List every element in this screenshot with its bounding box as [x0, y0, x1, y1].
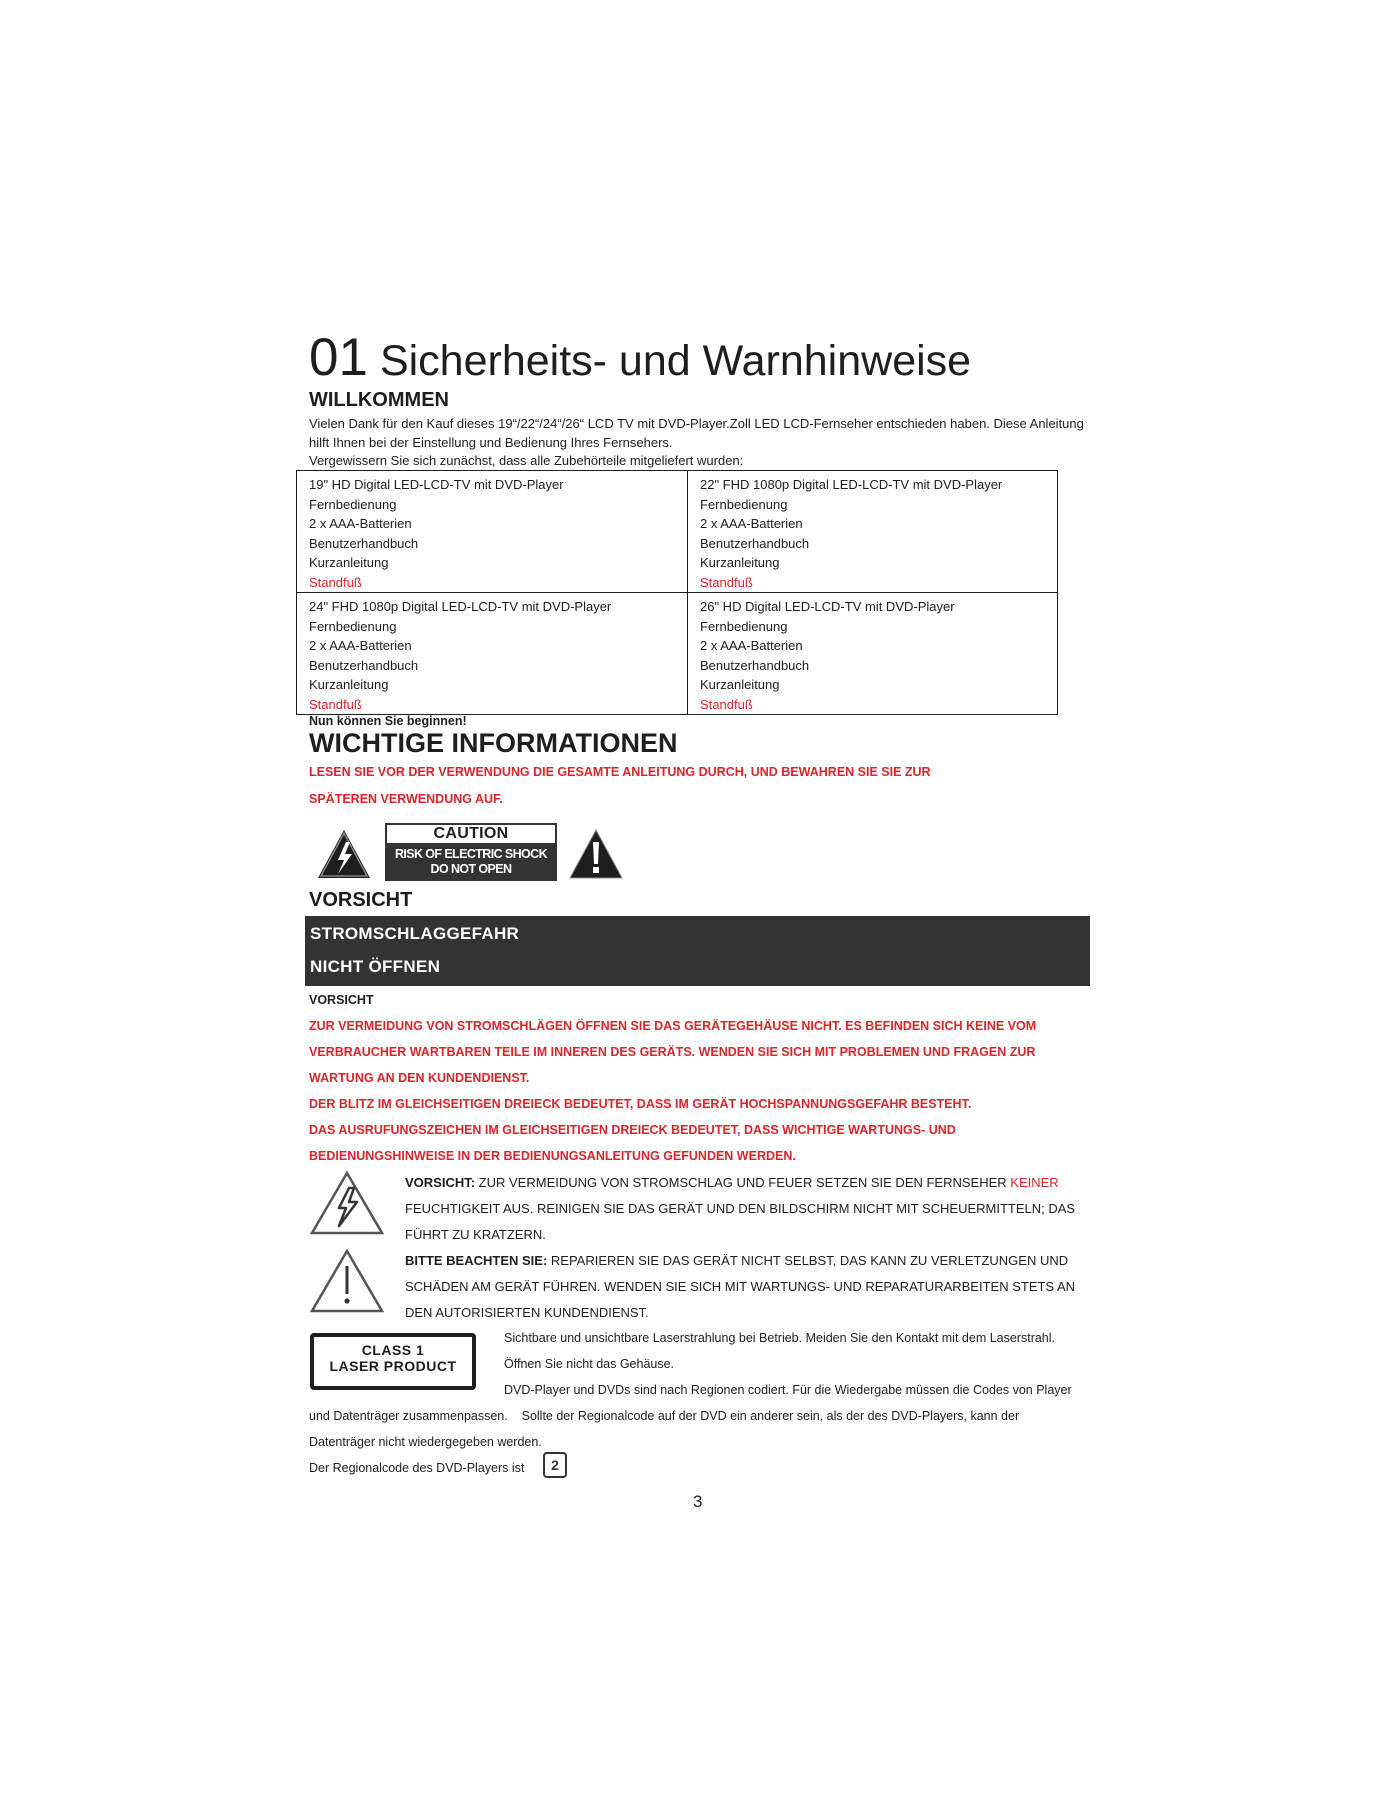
list-item: Benutzerhandbuch: [700, 657, 810, 673]
laser-label-line-1: CLASS 1: [361, 1342, 425, 1358]
list-item: Standfuß: [309, 574, 362, 590]
danger-bar-line-1: STROMSCHLAGGEFAHR: [310, 924, 520, 943]
laser-text-line-1: Sichtbare und unsichtbare Laserstrahlung bei Betrieb. Meiden Sie den Kontakt mit dem Laserstrahl.: [504, 1331, 1056, 1345]
accessories-cell-26: [688, 593, 1058, 715]
caution-label-line-2: DO NOT OPEN: [430, 862, 512, 876]
laser-text-line-4: und Datenträger zusammenpassen. Sollte der Regionalcode auf der DVD ein anderer sein, als der des DVD-Players, kann der: [309, 1409, 1020, 1423]
list-item: 22" FHD 1080p Digital LED-LCD-TV mit DVD-Player: [700, 477, 1003, 492]
chapter-number: 01: [309, 328, 368, 387]
list-item: Kurzanleitung: [700, 555, 780, 570]
caution-red-line: DAS AUSRUFUNGSZEICHEN IM GLEICHSEITIGEN DREIECK BEDEUTET, DASS WICHTIGE WARTUNGS- UND: [309, 1123, 956, 1137]
list-item: Fernbedienung: [700, 496, 788, 512]
laser-text-line-2: Öffnen Sie nicht das Gehäuse.: [504, 1357, 675, 1371]
caution-red-line: DER BLITZ IM GLEICHSEITIGEN DREIECK BEDEUTET, DASS IM GERÄT HOCHSPANNUNGSGEFAHR BESTEHT.: [309, 1097, 972, 1111]
start-text: Nun können Sie beginnen!: [309, 714, 467, 728]
warning-2-text: REPARIEREN SIE DAS GERÄT NICHT SELBST, DAS KANN ZU VERLETZUNGEN UND: [547, 1253, 1069, 1268]
list-item: Kurzanleitung: [309, 555, 389, 570]
warning-2-line-3: DEN AUTORISIERTEN KUNDENDIENST.: [405, 1305, 649, 1320]
warning-2-label: BITTE BEACHTEN SIE:: [405, 1253, 548, 1268]
list-item: 19" HD Digital LED-LCD-TV mit DVD-Player: [309, 477, 564, 492]
list-item: 24" FHD 1080p Digital LED-LCD-TV mit DVD-Player: [309, 599, 612, 614]
list-item: 2 x AAA-Batterien: [309, 638, 412, 653]
caution-red-line: WARTUNG AN DEN KUNDENDIENST.: [309, 1071, 530, 1085]
warning-1-label: VORSICHT:: [405, 1175, 476, 1190]
accessories-cell-22: [688, 471, 1058, 593]
list-item: Fernbedienung: [309, 496, 397, 512]
welcome-line-1: Vielen Dank für den Kauf dieses 19“/22“/24“/26“ LCD TV mit DVD-Player.Zoll LED LCD-Fernseher entschieden haben. Diese Anleitung: [309, 416, 1084, 431]
laser-text-line-3: DVD-Player und DVDs sind nach Regionen codiert. Für die Wiedergabe müssen die Codes von Player: [504, 1383, 1072, 1397]
laser-label-line-2: LASER PRODUCT: [329, 1358, 457, 1374]
list-item: Benutzerhandbuch: [700, 535, 810, 551]
welcome-line-2: hilft Ihnen bei der Einstellung und Bedienung Ihres Fernsehers.: [309, 435, 673, 450]
chapter-title: Sicherheits- und Warnhinweise: [379, 337, 972, 385]
vorsicht-heading: VORSICHT: [309, 889, 413, 911]
list-item: 2 x AAA-Batterien: [700, 638, 803, 653]
chapter-heading: [309, 327, 971, 388]
lightning-outline-icon: [309, 1170, 385, 1236]
warning-1-line-2: FEUCHTIGKEIT AUS. REINIGEN SIE DAS GERÄT UND DEN BILDSCHIRM NICHT MIT SCHEUERMITTELN; DAS: [405, 1201, 1076, 1216]
caution-red-line: BEDIENUNGSHINWEISE IN DER BEDIENUNGSANLEITUNG GEFUNDEN WERDEN.: [309, 1149, 796, 1163]
welcome-line-3: Vergewissern Sie sich zunächst, dass alle Zubehörteile mitgeliefert wurden:: [309, 453, 744, 468]
accessories-cell-24: [297, 593, 688, 715]
caution-red-line: VERBRAUCHER WARTBAREN TEILE IM INNEREN DES GERÄTS. WENDEN SIE SICH MIT PROBLEMEN UND FRAGEN ZUR: [309, 1045, 1036, 1059]
caution-block-label: VORSICHT: [309, 993, 374, 1007]
caution-label-line-1: RISK OF ELECTRIC SHOCK: [394, 847, 548, 861]
warning-1-text: ZUR VERMEIDUNG VON STROMSCHLAG UND FEUER SETZEN SIE DEN FERNSEHER: [475, 1175, 1011, 1190]
important-line-2: SPÄTEREN VERWENDUNG AUF.: [309, 792, 503, 806]
welcome-title: WILLKOMMEN: [309, 389, 449, 411]
important-line-1: LESEN SIE VOR DER VERWENDUNG DIE GESAMTE ANLEITUNG DURCH, UND BEWAHREN SIE SIE ZUR: [309, 765, 931, 779]
warning-1-line-3: FÜHRT ZU KRATZERN.: [405, 1227, 546, 1242]
lightning-warning-icon: [316, 828, 372, 880]
table-row: [297, 471, 1058, 593]
page-number: 3: [693, 1492, 703, 1511]
table-row: [297, 593, 1058, 715]
list-item: Kurzanleitung: [700, 677, 780, 692]
danger-bar: [305, 916, 1090, 986]
warning-1-line-1: [405, 1175, 1059, 1190]
laser-text-line-5: Datenträger nicht wiedergegeben werden.: [309, 1435, 542, 1449]
list-item: 2 x AAA-Batterien: [309, 516, 412, 531]
list-item: 26" HD Digital LED-LCD-TV mit DVD-Player: [700, 599, 955, 614]
list-item: Fernbedienung: [309, 618, 397, 634]
region-code-badge: 2: [543, 1452, 567, 1478]
caution-label: [385, 823, 557, 881]
exclamation-warning-icon: [568, 828, 624, 880]
list-item: Benutzerhandbuch: [309, 535, 419, 551]
important-title: WICHTIGE INFORMATIONEN: [309, 728, 678, 758]
warning-1-red-word: KEINER: [1010, 1175, 1059, 1190]
list-item: Standfuß: [700, 696, 753, 712]
list-item: Kurzanleitung: [309, 677, 389, 692]
laser-label: [310, 1333, 476, 1390]
caution-label-title: CAUTION: [433, 825, 509, 842]
list-item: Standfuß: [700, 574, 753, 590]
list-item: Standfuß: [309, 696, 362, 712]
warning-2-line-1: [405, 1253, 1092, 1268]
danger-bar-line-2: NICHT ÖFFNEN: [310, 957, 441, 976]
caution-red-line: ZUR VERMEIDUNG VON STROMSCHLÄGEN ÖFFNEN SIE DAS GERÄTEGEHÄUSE NICHT. ES BEFINDEN SICH KEINE VOM: [309, 1019, 1037, 1033]
warning-2-line-2: SCHÄDEN AM GERÄT FÜHREN. WENDEN SIE SICH MIT WARTUNGS- UND REPARATURARBEITEN STETS AN: [405, 1279, 1076, 1294]
accessories-cell-19: [297, 471, 688, 593]
caution-label-panel: [387, 843, 555, 879]
region-code-text: Der Regionalcode des DVD-Players ist: [309, 1461, 525, 1475]
accessories-table: [296, 470, 1058, 715]
list-item: Fernbedienung: [700, 618, 788, 634]
exclamation-outline-icon: [309, 1248, 385, 1314]
list-item: Benutzerhandbuch: [309, 657, 419, 673]
list-item: 2 x AAA-Batterien: [700, 516, 803, 531]
